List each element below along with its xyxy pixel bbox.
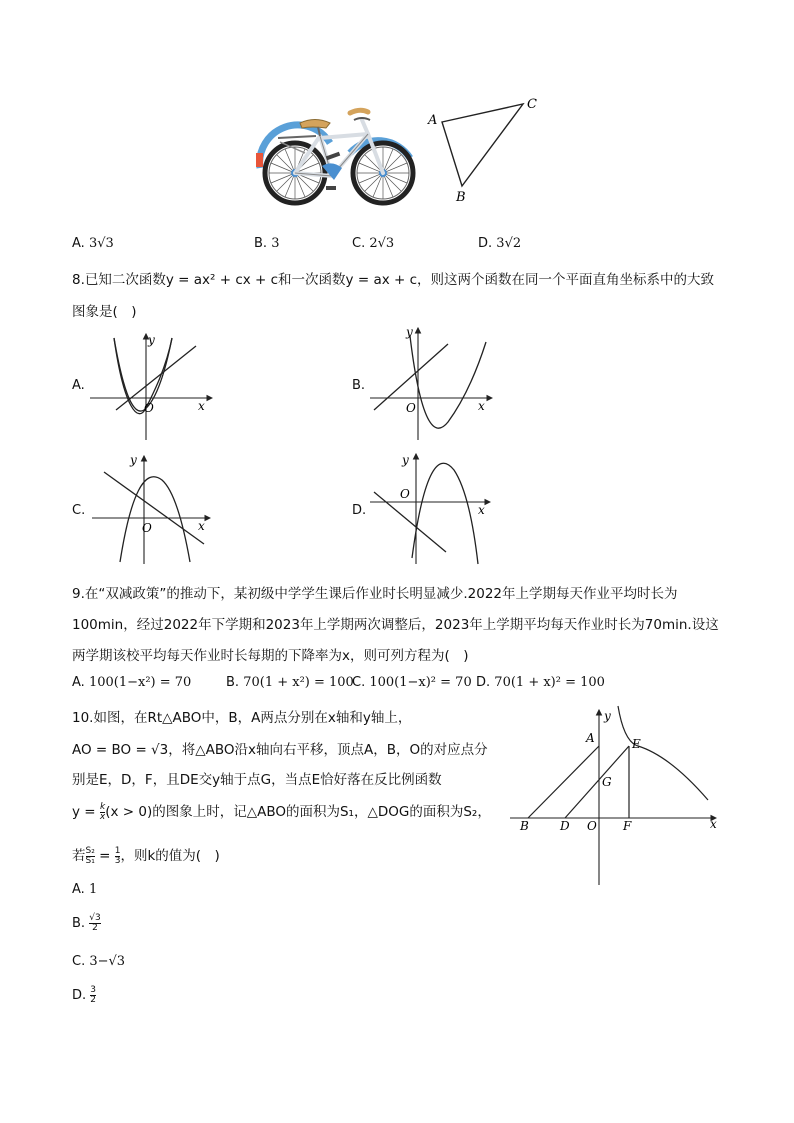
bicycle-illustration bbox=[250, 98, 420, 208]
q8-graph-b[interactable] bbox=[370, 322, 500, 447]
fraction-s2-over-s1: $\frac{\text{S₂}}{\text{S₁}}$ bbox=[85, 845, 95, 866]
q10-label-b: B bbox=[520, 819, 529, 833]
q8-graph-d-x-label: x bbox=[478, 503, 485, 517]
q10-stem-line3: 别是E，D，F，且DE交y轴于点G，当点E恰好落在反比例函数 bbox=[72, 772, 442, 788]
q10-option-a[interactable]: A. 1 bbox=[72, 882, 98, 897]
q10-label-y: y bbox=[604, 709, 611, 723]
q10-option-d-fraction: $\frac{3}{2}$ bbox=[90, 985, 97, 1005]
q8-graph-c-y-label: y bbox=[130, 453, 137, 467]
q7-option-c[interactable]: C. 2√3 bbox=[352, 236, 395, 251]
q7-option-b-value: 3 bbox=[271, 236, 280, 251]
q9-option-d-value: 70(1 + x)² = 100 bbox=[494, 675, 605, 690]
q9-option-c[interactable]: C. 100(1−x)² = 70 bbox=[352, 675, 472, 690]
q8-stem-line2: 图象是( ) bbox=[72, 304, 137, 320]
q10-label-a: A bbox=[586, 731, 595, 745]
q8-graph-b-y-label: y bbox=[406, 325, 413, 339]
fraction-one-third: $\frac{1}{3}$ bbox=[114, 845, 121, 866]
q10-option-c-value: 3−√3 bbox=[89, 954, 126, 969]
q8-graph-d-y-label: y bbox=[402, 453, 409, 467]
q10-label-o: O bbox=[587, 819, 597, 833]
q8-graph-a-origin: O bbox=[144, 401, 154, 415]
q8-graph-a-y-label: y bbox=[148, 333, 155, 347]
q10-coordinate-figure bbox=[510, 700, 730, 888]
q7-option-d-value: 3√2 bbox=[496, 236, 522, 251]
q7-option-d[interactable]: D. 3√2 bbox=[478, 236, 522, 251]
q8-graph-d[interactable] bbox=[370, 448, 500, 570]
q9-option-c-value: 100(1−x)² = 70 bbox=[369, 675, 472, 690]
fraction-k-over-x: $\frac{k}{x}$ bbox=[99, 801, 106, 822]
q9-option-a[interactable]: A. 100(1−x²) = 70 bbox=[72, 675, 192, 690]
q8-graph-d-origin: O bbox=[400, 487, 410, 501]
q10-stem-line2: AO = BO = √3，将△ABO沿x轴向右平移，顶点A，B，O的对应点分 bbox=[72, 742, 488, 758]
q10-label-x: x bbox=[710, 817, 717, 831]
q10-option-b-fraction: $\frac{√3}{2}$ bbox=[89, 913, 101, 933]
q8-option-d-letter[interactable]: D. bbox=[352, 503, 367, 518]
q9-option-d[interactable]: D. 70(1 + x)² = 100 bbox=[476, 675, 605, 690]
q8-stem-line1: 8.已知二次函数y = ax² + cx + c和一次函数y = ax + c，则这两个函数在同一个平面直角坐标系中的大致 bbox=[72, 272, 715, 288]
q8-option-b-letter[interactable]: B. bbox=[352, 378, 366, 393]
q8-graph-c[interactable] bbox=[90, 450, 220, 570]
q10-label-f: F bbox=[623, 819, 632, 833]
q8-graph-b-origin: O bbox=[406, 401, 416, 415]
q7-option-a[interactable]: A. 3√3 bbox=[72, 236, 114, 251]
q8-graph-a-x-label: x bbox=[198, 399, 205, 413]
q8-option-c-letter[interactable]: C. bbox=[72, 503, 86, 518]
label-a: A bbox=[428, 113, 438, 128]
q9-option-b[interactable]: B. 70(1 + x²) = 100 bbox=[226, 675, 354, 690]
q10-stem-line4: y = $\frac{k}{x}$ (x > 0)的图象上时，记△ABO的面积为S₁，△DOG的面积为S₂， bbox=[72, 801, 491, 822]
q9-stem-line1: 9.在“双减政策”的推动下，某初级中学学生课后作业时长明显减少.2022年上学期每天作业平均时长为 bbox=[72, 586, 678, 602]
q8-graph-a[interactable] bbox=[90, 328, 220, 448]
q7-option-b[interactable]: B. 3 bbox=[254, 236, 280, 251]
q10-option-d[interactable]: D. $\frac{3}{2}$ bbox=[72, 985, 97, 1005]
q9-option-a-value: 100(1−x²) = 70 bbox=[88, 675, 192, 690]
triangle-abc-figure bbox=[420, 94, 550, 206]
q8-graph-b-x-label: x bbox=[478, 399, 485, 413]
label-c: C bbox=[527, 97, 537, 112]
q9-stem-line2: 100min，经过2022年下学期和2023年上学期两次调整后，2023年上学期平均每天作业时长为70min.设这 bbox=[72, 617, 719, 633]
q10-option-a-value: 1 bbox=[88, 882, 98, 897]
q9-option-b-value: 70(1 + x²) = 100 bbox=[243, 675, 354, 690]
label-b: B bbox=[456, 190, 466, 205]
q10-label-e: E bbox=[632, 737, 641, 751]
q8-graph-c-x-label: x bbox=[198, 519, 205, 533]
q10-stem-line5: 若 $\frac{\text{S₂}}{\text{S₁}}$ = $\frac{1}{3}$ ，则k的值为( ) bbox=[72, 845, 220, 866]
q10-label-g: G bbox=[602, 775, 612, 789]
q7-option-a-value: 3√3 bbox=[88, 236, 114, 251]
q10-option-c[interactable]: C. 3−√3 bbox=[72, 954, 126, 969]
q10-stem-line1: 10.如图，在Rt△ABO中，B，A两点分别在x轴和y轴上， bbox=[72, 710, 412, 726]
q10-option-b[interactable]: B. $\frac{√3}{2}$ bbox=[72, 913, 101, 933]
q10-label-d: D bbox=[560, 819, 570, 833]
q7-option-c-value: 2√3 bbox=[369, 236, 395, 251]
q8-option-a-letter[interactable]: A. bbox=[72, 378, 85, 393]
q8-graph-c-origin: O bbox=[142, 521, 152, 535]
q9-stem-line3: 两学期该校平均每天作业时长每期的下降率为x，则可列方程为( ) bbox=[72, 648, 469, 664]
